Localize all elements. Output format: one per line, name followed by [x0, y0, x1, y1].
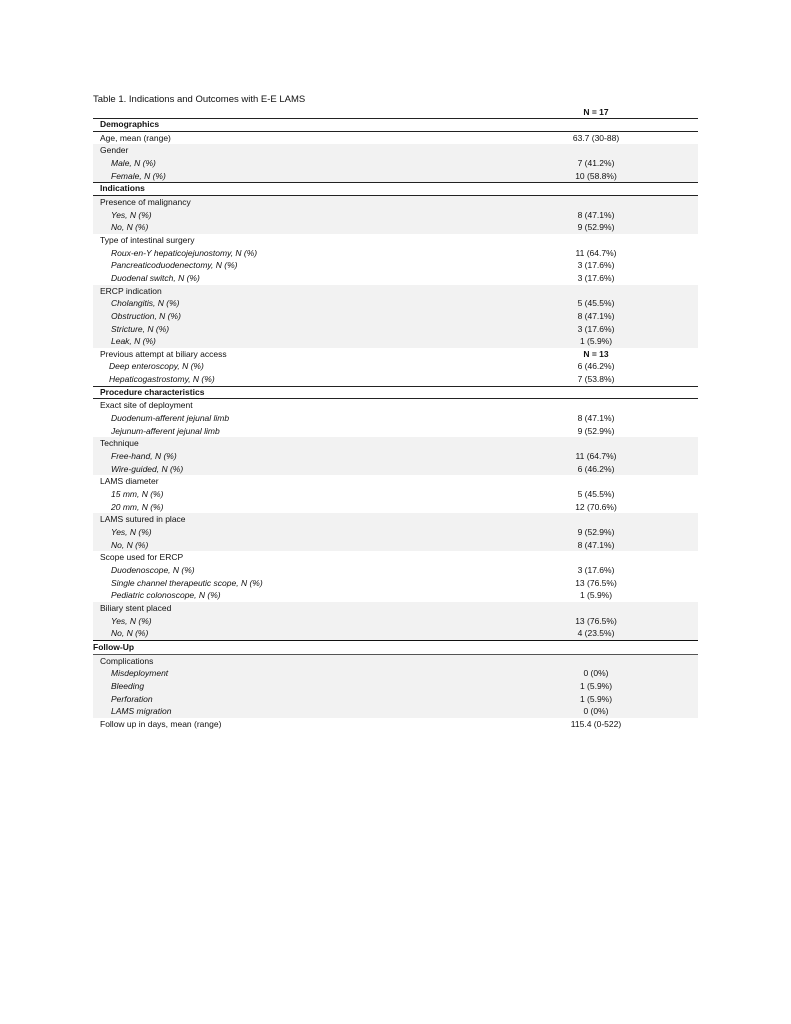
row-value: 8 (47.1%): [577, 209, 615, 220]
table-row: [93, 310, 698, 323]
row-label: Demographics: [100, 119, 160, 129]
table-row: [93, 132, 698, 145]
row-label: 20 mm, N (%): [111, 501, 164, 512]
row-value: N = 13: [583, 348, 609, 359]
row-label: Stricture, N (%): [111, 323, 170, 334]
table-row: [93, 373, 698, 386]
table-row: [93, 170, 698, 183]
row-label: Yes, N (%): [111, 527, 152, 537]
row-label: LAMS sutured in place: [100, 514, 186, 525]
row-label: Pancreaticoduodenectomy, N (%): [111, 260, 238, 271]
table-row: [93, 564, 698, 577]
row-label: Scope used for ERCP: [100, 552, 184, 563]
table-row: [93, 539, 698, 552]
row-label: Duodenal switch, N (%): [111, 272, 200, 283]
row-value: 1 (5.9%): [579, 680, 613, 691]
table-row: [93, 221, 698, 234]
row-label: Misdeployment: [111, 668, 169, 679]
row-value: 9 (52.9%): [577, 425, 615, 436]
table-row: [93, 450, 698, 463]
row-value: 10 (58.8%): [575, 170, 617, 181]
table-row: [93, 360, 698, 373]
row-value: 12 (70.6%): [575, 501, 617, 512]
table-row: [93, 247, 698, 260]
row-label: Roux-en-Y hepaticojejunostomy, N (%): [111, 247, 258, 258]
section-header-row: [93, 386, 698, 400]
row-label: Follow up in days, mean (range): [100, 718, 222, 729]
row-value: 11 (64.7%): [575, 451, 617, 462]
section-header-row: [93, 182, 698, 196]
row-label: Type of intestinal surgery: [100, 234, 195, 245]
row-label: Single channel therapeutic scope, N (%): [111, 577, 263, 588]
table-row: [93, 551, 698, 564]
row-label: Female, N (%): [111, 170, 166, 181]
row-label: Follow-Up: [93, 641, 135, 652]
row-label: Previous attempt at biliary access: [100, 348, 227, 359]
row-label: Yes, N (%): [111, 615, 152, 626]
row-label: Biliary stent placed: [100, 602, 172, 613]
table-row: [93, 667, 698, 680]
row-value: 5 (45.5%): [577, 489, 615, 500]
row-label: Technique: [100, 438, 139, 449]
row-label: No, N (%): [111, 222, 149, 233]
table-row: [93, 399, 698, 412]
table-row: [93, 157, 698, 170]
row-label: Free-hand, N (%): [111, 451, 177, 462]
row-label: Age, mean (range): [100, 132, 171, 143]
row-value: 4 (23.5%): [577, 628, 615, 639]
row-label: Perforation: [111, 693, 153, 704]
table-row: [93, 615, 698, 628]
row-value: 3 (17.6%): [577, 323, 615, 334]
row-label: Wire-guided, N (%): [111, 463, 184, 474]
table-row: [93, 577, 698, 590]
row-label: Bleeding: [111, 680, 145, 691]
row-value: 7 (53.8%): [577, 374, 615, 385]
table-row: [93, 144, 698, 157]
row-value: 0 (0%): [583, 668, 609, 679]
row-label: Procedure characteristics: [100, 386, 205, 397]
table-row: [93, 196, 698, 209]
row-value: 63.7 (30-88): [572, 132, 620, 143]
row-label: 15 mm, N (%): [111, 489, 164, 500]
table-row: [93, 655, 698, 668]
row-value: 1 (5.9%): [579, 590, 613, 601]
row-label: Deep enteroscopy, N (%): [109, 361, 204, 372]
table-row: [93, 627, 698, 640]
row-label: LAMS diameter: [100, 476, 159, 487]
row-label: No, N (%): [111, 539, 149, 550]
row-value: 6 (46.2%): [577, 463, 615, 474]
table-row: [93, 412, 698, 425]
table-row: [93, 718, 698, 731]
row-value: 8 (47.1%): [577, 310, 615, 321]
row-value: 9 (52.9%): [577, 222, 615, 233]
row-label: No, N (%): [111, 628, 149, 639]
table-row: [93, 297, 698, 310]
row-label: Obstruction, N (%): [111, 310, 181, 321]
row-label: Jejunum-afferent jejunal limb: [111, 425, 220, 436]
row-value: 0 (0%): [583, 706, 609, 717]
row-label: Exact site of deployment: [100, 400, 193, 411]
row-value: 3 (17.6%): [577, 272, 615, 283]
row-label: Leak, N (%): [111, 336, 156, 347]
row-label: ERCP indication: [100, 285, 162, 296]
row-value: 1 (5.9%): [579, 693, 613, 704]
row-value: 13 (76.5%): [575, 615, 617, 626]
row-value: 7 (41.2%): [577, 157, 615, 168]
table-row: [93, 335, 698, 348]
section-header-row: [93, 640, 698, 655]
row-value: 1 (5.9%): [579, 336, 613, 347]
row-label: Indications: [100, 183, 145, 194]
row-label: Presence of malignancy: [100, 196, 191, 207]
table-row: [93, 272, 698, 285]
table-row: [93, 475, 698, 488]
row-value: 115.4 (0-522): [570, 718, 622, 729]
table-row: [93, 680, 698, 693]
row-value: 8 (47.1%): [577, 539, 615, 550]
table-row: [93, 501, 698, 514]
table-row: [93, 526, 698, 539]
table-row: [93, 348, 698, 361]
row-value: 6 (46.2%): [577, 361, 615, 372]
row-value: 3 (17.6%): [577, 564, 615, 575]
table-row: [93, 602, 698, 615]
table-row: [93, 693, 698, 706]
row-value: 13 (76.5%): [575, 577, 617, 588]
row-label: Male, N (%): [111, 157, 156, 168]
row-value: 5 (45.5%): [577, 298, 615, 309]
table-row: [93, 488, 698, 501]
table-row: [93, 259, 698, 272]
row-label: Pediatric colonoscope, N (%): [111, 590, 221, 601]
row-label: Duodenoscope, N (%): [111, 564, 195, 575]
row-label: Yes, N (%): [111, 209, 152, 220]
table-caption: Table 1. Indications and Outcomes with E-E LAMS: [93, 94, 306, 105]
table-row: [93, 463, 698, 476]
row-label: Cholangitis, N (%): [111, 298, 180, 309]
table-row: [93, 705, 698, 718]
row-value: 11 (64.7%): [575, 247, 617, 258]
row-label: Gender: [100, 145, 129, 156]
row-label: LAMS migration: [111, 706, 172, 717]
table-row: [93, 285, 698, 298]
table-row: [93, 589, 698, 602]
table-row: [93, 234, 698, 247]
row-label: Hepaticogastrostomy, N (%): [109, 374, 215, 385]
table-row: [93, 209, 698, 222]
table-row: [93, 323, 698, 336]
row-label: Complications: [100, 655, 154, 666]
n-column-header: N = 17: [583, 107, 609, 117]
row-label: Duodenum-afferent jejunal limb: [111, 413, 230, 424]
section-header-row: [93, 118, 698, 132]
row-value: 3 (17.6%): [577, 260, 615, 271]
row-value: 9 (52.9%): [577, 527, 615, 537]
table-row: [93, 513, 698, 526]
row-value: 8 (47.1%): [577, 413, 615, 424]
outcomes-table: [93, 118, 698, 731]
table-row: [93, 425, 698, 438]
table-row: [93, 437, 698, 450]
